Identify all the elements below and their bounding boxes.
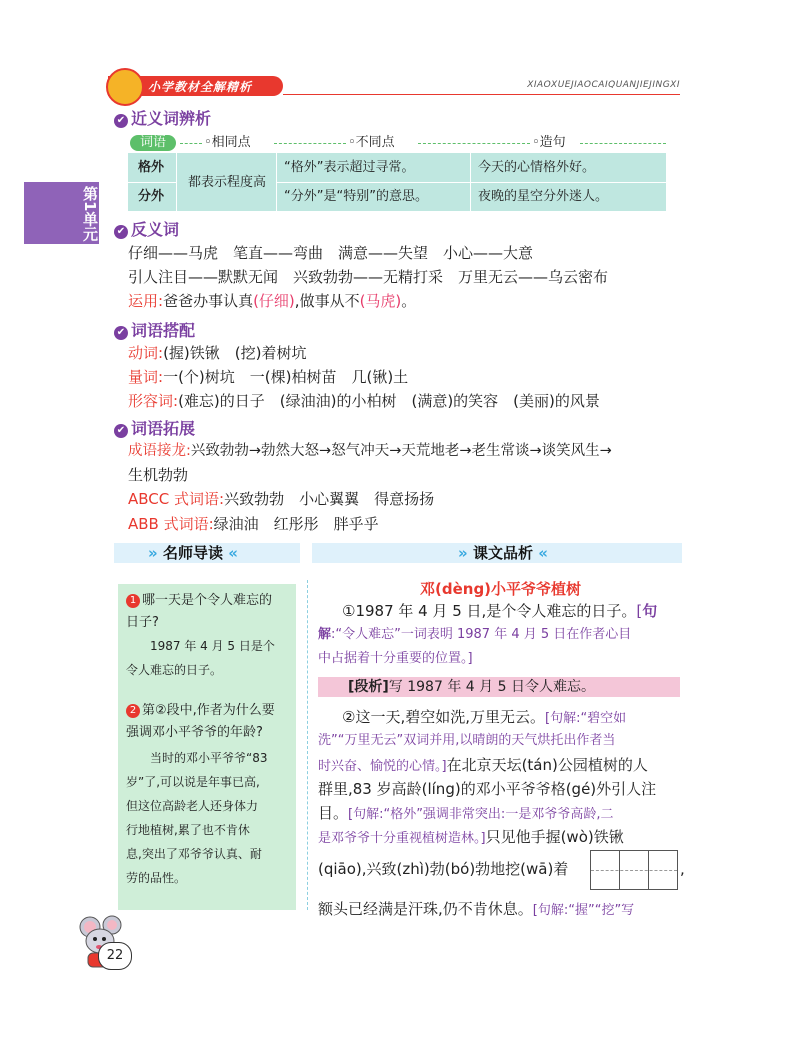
para1-line	[342, 598, 657, 624]
collocation-verb	[128, 342, 306, 364]
question-2	[126, 700, 275, 722]
row-diff: “格外”表示超过寻常。	[284, 160, 415, 175]
measure-text: 一(个)树坑 一(棵)柏树苗 几(锹)土	[163, 368, 409, 386]
synonym-table-header	[128, 135, 666, 153]
para-text: 额头已经满是汗珠,仍不肯休息。	[318, 900, 533, 918]
chevron-left-icon: «	[228, 544, 238, 562]
analysis-banner-text: 课文品析	[472, 544, 533, 562]
answer-2: 当时的邓小平爷爷“83	[150, 751, 268, 765]
question-number: 1	[126, 594, 140, 608]
note-text: :“令人难忘”一词表明 1987 年 4 月 5 日在作者心目	[331, 627, 632, 642]
paragraph-analysis	[318, 677, 680, 697]
check-icon: ✔	[114, 114, 128, 128]
para2-note: 洗”“万里无云”双词并用,以晴朗的天气烘托出作者当	[318, 733, 616, 748]
antonym-heading-text: 反义词	[131, 220, 180, 239]
question-1-cont: 日子?	[126, 615, 159, 630]
analysis-banner	[458, 543, 548, 563]
synonym-heading-text: 近义词辨析	[131, 109, 212, 128]
row-sentence: 夜晚的星空分外迷人。	[478, 189, 609, 204]
para2-line: (qiāo),兴致(zhì)勃(bó)勃地挖(wā)着	[318, 860, 569, 878]
chevron-right-icon: »	[458, 544, 468, 562]
collocation-measure	[128, 366, 408, 388]
note-bracket: [	[636, 602, 643, 620]
verb-text: (握)铁锹 (挖)着树坑	[163, 344, 307, 362]
analysis-text: 写 1987 年 4 月 5 日令人难忘。	[388, 679, 595, 695]
answer-2-cont: 劳的品性。	[126, 871, 187, 885]
cell-border	[128, 182, 176, 183]
answer-2-cont: 但这位高龄老人还身体力	[126, 799, 259, 813]
page-header	[108, 76, 680, 98]
header-rule	[283, 94, 680, 95]
note-text: 时兴奋、愉悦的心情。]	[318, 759, 447, 774]
teacher-guide-box	[118, 584, 296, 910]
header-dash	[274, 143, 346, 144]
row-word: 分外	[138, 189, 165, 204]
answer-2-cont: 岁”了,可以说是年事已高,	[126, 775, 260, 789]
antonym-heading	[114, 217, 179, 240]
header-dash	[418, 143, 530, 144]
check-icon: ✔	[114, 326, 128, 340]
abcc-words	[128, 488, 434, 510]
answer-2-cont: 行地植树,累了也不肯休	[126, 823, 250, 837]
row-word: 格外	[138, 160, 165, 175]
note-text: [句解:“碧空如	[545, 711, 627, 726]
note-text: [句解:“握”“挖”写	[532, 903, 635, 918]
answer-1-cont: 令人难忘的日子。	[126, 663, 223, 677]
adj-text: (难忘)的日子 (绿油油)的小柏树 (满意)的笑容 (美丽)的风景	[178, 392, 600, 410]
antonym-usage	[128, 290, 416, 312]
verb-label: 动词:	[128, 344, 164, 362]
collocation-heading-text: 词语搭配	[131, 321, 196, 340]
note-text: 是邓爷爷十分重视植树造林。]	[318, 831, 486, 846]
unit-tab	[24, 182, 99, 244]
row-sentence: 今天的心情格外好。	[478, 160, 596, 175]
para-text: 在北京天坛(tán)公园植树的人	[446, 756, 648, 774]
grid-guide	[591, 870, 677, 871]
usage-text: 爸爸办事认真	[163, 292, 254, 310]
abb-label: ABB 式词语:	[128, 515, 214, 533]
chevron-left-icon: «	[538, 544, 548, 562]
adj-label: 形容词:	[128, 392, 179, 410]
antonym-line: 引人注目——默默无闻 兴致勃勃——无精打采 万里无云——乌云密布	[128, 268, 609, 286]
answer-1: 1987 年 4 月 5 日是个	[150, 639, 275, 653]
guide-banner	[148, 543, 238, 563]
article-title: 邓(dèng)小平爷爷植树	[420, 580, 582, 598]
question-text: 第②段中,作者为什么要	[142, 703, 275, 718]
check-icon: ✔	[114, 424, 128, 438]
guide-banner-text: 名师导读	[162, 544, 223, 562]
para2-line	[318, 824, 624, 852]
para-text: ②这一天,碧空如洗,万里无云。	[342, 708, 545, 726]
answer-grid[interactable]	[590, 850, 678, 890]
idiom-chain-end: 生机勃勃	[128, 466, 189, 484]
usage-text: 。	[401, 292, 417, 310]
expansion-heading	[114, 416, 195, 439]
col-diff: ◦不同点	[348, 135, 395, 150]
cell-border	[276, 182, 666, 183]
unit-tab-label: 第1单元	[81, 186, 99, 242]
row-diff: “分外”是“特别”的意思。	[284, 189, 428, 204]
col-word: 词语	[130, 135, 176, 151]
analysis-label: [段析]	[348, 679, 389, 695]
question-number: 2	[126, 704, 140, 718]
usage-text: ,做事从不	[294, 292, 360, 310]
question-2-cont: 强调邓小平爷爷的年龄?	[126, 725, 263, 740]
col-sentence-text: 造句	[539, 135, 566, 150]
col-same-text: 相同点	[211, 135, 251, 150]
col-same: ◦相同点	[204, 135, 251, 150]
abcc-label: ABCC 式词语:	[128, 490, 225, 508]
answer-2-cont: 息,突出了邓爷爷认真、耐	[126, 847, 262, 861]
abb-words	[128, 513, 379, 535]
header-title: 小学教材全解精析	[148, 80, 253, 94]
note-label: 句	[642, 602, 658, 620]
para2-line	[318, 896, 634, 924]
para2-line: 群里,83 岁高龄(líng)的邓小平爷爷格(gé)外引人注	[318, 780, 657, 798]
idiom-chain	[128, 440, 612, 462]
chain-text: 兴致勃勃→勃然大怒→怒气冲天→天荒地老→老生常谈→谈笑风生→	[190, 443, 612, 459]
header-dash	[180, 143, 202, 144]
measure-label: 量词:	[128, 368, 164, 386]
para-text: ①1987 年 4 月 5 日,是个令人难忘的日子。	[342, 602, 637, 620]
para-text: 目。	[318, 804, 349, 822]
chevron-right-icon: »	[148, 544, 158, 562]
column-divider	[307, 580, 308, 910]
book-logo-icon	[106, 68, 144, 106]
same-point: 都表示程度高	[188, 175, 267, 190]
collocation-adj	[128, 390, 600, 412]
question-text: 哪一天是个令人难忘的	[142, 593, 273, 608]
check-icon: ✔	[114, 225, 128, 239]
para2-comma: ,	[680, 860, 685, 878]
note-label: 解	[318, 627, 332, 642]
synonym-heading	[114, 106, 211, 129]
para1-note	[318, 622, 631, 648]
header-pinyin: XIAOXUEJIAOCAIQUANJIEJINGXI	[527, 80, 680, 90]
usage-answer: (仔细)	[253, 292, 295, 310]
para-text: 只见他手握(wò)铁锹	[485, 828, 624, 846]
chain-label: 成语接龙:	[128, 443, 191, 459]
question-1	[126, 590, 272, 612]
note-text: [句解:“格外”强调非常突出:一是邓爷爷高龄,二	[348, 807, 614, 822]
usage-answer: (马虎)	[359, 292, 402, 310]
collocation-heading	[114, 318, 195, 341]
antonym-line: 仔细——马虎 笔直——弯曲 满意——失望 小心——大意	[128, 244, 534, 262]
abcc-text: 兴致勃勃 小心翼翼 得意扬扬	[224, 490, 435, 508]
header-dash	[580, 143, 666, 144]
synonym-table-body	[128, 153, 666, 211]
abb-text: 绿油油 红彤彤 胖乎乎	[213, 515, 379, 533]
cell-border	[176, 153, 177, 211]
col-diff-text: 不同点	[355, 135, 395, 150]
page-number: 22	[98, 942, 132, 970]
col-sentence: ◦造句	[532, 135, 566, 150]
para1-note-cont: 中占据着十分重要的位置。]	[318, 651, 473, 666]
usage-label: 运用:	[128, 292, 164, 310]
expansion-heading-text: 词语拓展	[131, 419, 196, 438]
synonym-table	[128, 135, 666, 211]
